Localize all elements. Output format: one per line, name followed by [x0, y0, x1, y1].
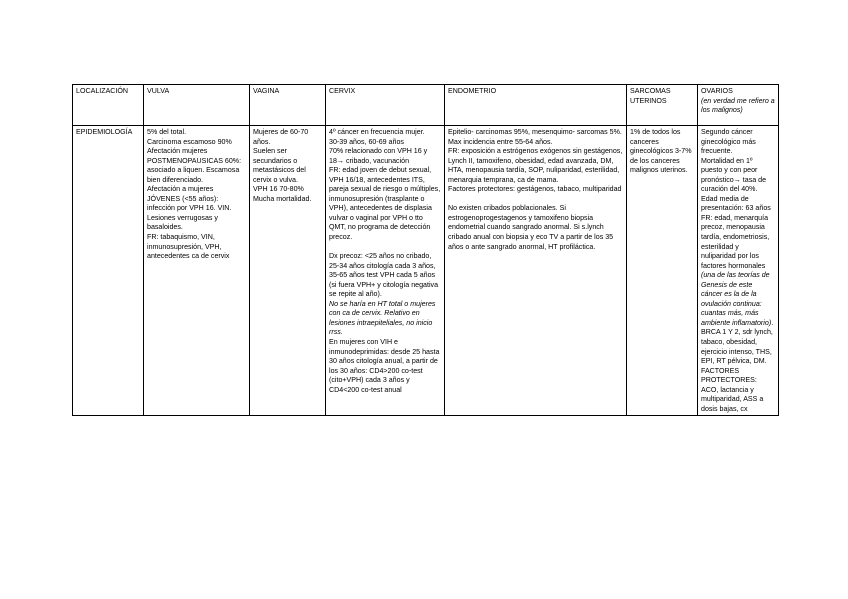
cervix-para: Dx precoz: <25 años no cribado, 25-34 años citología cada 3 años, 35-65 años test VPH cada 5 años (si fuera VPH+ y citología negativa se repite al año).	[329, 252, 439, 299]
ovarios-note: (en verdad me refiero a los malignos)	[701, 96, 775, 115]
endometrio-para: FR: exposición a estrógenos exógenos sin gestágenos, Lynch II, tamoxifeno, obesidad, edad avanzada, DM, HTA, menopausia tardía, SOP, nuliparidad, esterilidad, menarquia temprana, ca de mama.	[448, 147, 623, 184]
endometrio-para: Factores protectores: gestágenos, tabaco, multiparidad	[448, 185, 622, 194]
header-endometrio: ENDOMETRIO	[445, 85, 627, 126]
endometrio-cell	[445, 126, 627, 416]
endometrio-para: No existen cribados poblacionales. Si estrogenoprogestagenos y tamoxifeno biopsia endometrial cuando sangrado anormal. Si s.lynch cribado anual con biopsia y eco TV a partir de los 35 años o ante sangrado anormal, HT profiláctica.	[448, 204, 614, 251]
row-label: EPIDEMIOLOGÍA	[73, 126, 144, 416]
vagina-cell	[250, 126, 326, 416]
vulva-line: Afectación mujeres POSTMENOPAUSICAS 60%: asociado a liquen. Escamosa bien diferenciado.	[147, 147, 242, 184]
vulva-cell	[144, 126, 250, 416]
header-cervix: CERVIX	[326, 85, 445, 126]
endometrio-para: Max incidencia entre 55-64 años.	[448, 137, 553, 146]
ovarios-para: Edad media de presentación: 63 años	[701, 194, 771, 213]
ovarios-theory: (una de las teorías de Genesis de este cáncer es la de la ovulación continua: cuantas más, más ambiente inflamatorio)	[701, 271, 772, 327]
header-row	[73, 85, 779, 126]
epidemiologia-row	[73, 126, 779, 416]
cervix-para: FR: edad joven de debut sexual, VPH 16/18, antecedentes ITS, pareja sexual de riesgo o múltiples, inmunosupresión (trasplante o VPH), antecedentes de displasia vulvar o vaginal por VPH o tto QMT, no programa de detección precoz.	[329, 166, 441, 242]
sarcomas-cell: 1% de todos los canceres ginecológicos 3-7% de los canceres malignos uterinos.	[627, 126, 698, 416]
oncology-table	[72, 84, 779, 416]
vagina-line: VPH 16 70-80%	[253, 185, 304, 194]
header-vagina: VAGINA	[250, 85, 326, 126]
vulva-line: 5% del total.	[147, 128, 187, 136]
vulva-line: Afectación a mujeres JÓVENES (<55 años): infección por VPH 16. VIN. Lesiones verrugosas y basaloides.	[147, 185, 232, 232]
ovarios-para: Segundo cáncer ginecológico más frecuente.	[701, 128, 756, 156]
vagina-line: Suelen ser secundarios o metastásicos del cervix o vulva.	[253, 147, 306, 184]
ovarios-para	[701, 214, 775, 367]
cervix-para: 4º cáncer en frecuencia mujer.	[329, 128, 425, 136]
header-vulva: VULVA	[144, 85, 250, 126]
header-ovarios	[698, 85, 779, 126]
cervix-note: No se haría en HT total o mujeres con ca de cervix. Relativo en lesiones intraepiteliales, no inicio rrss.	[329, 299, 436, 337]
cervix-para: 70% relacionado con VPH 16 y 18→ cribado, vacunación	[329, 147, 428, 165]
vagina-line: Mucha mortalidad.	[253, 194, 312, 203]
spacer	[448, 195, 623, 205]
ovarios-cell	[698, 126, 779, 416]
cervix-para: 30-39 años, 60-69 años	[329, 137, 404, 146]
ovarios-title: OVARIOS	[701, 87, 733, 95]
ovarios-para: FACTORES PROTECTORES: ACO, lactancia y multiparidad, ASS a dosis bajas, cx	[701, 366, 764, 413]
ovarios-fr: FR: edad, menarquía precoz, menopausia tardía, endometriosis, esterilidad y nuliparidad por los factores hormonales	[701, 213, 770, 270]
vagina-line: Mujeres de 60-70 años.	[253, 128, 309, 146]
endometrio-para: Epitelio- carcinomas 95%, mesenquimo- sarcomas 5%.	[448, 128, 622, 136]
header-sarcomas: SARCOMAS UTERINOS	[627, 85, 698, 126]
spacer	[329, 243, 441, 253]
vulva-line: FR: tabaquismo, VIN, inmunosupresión, VPH, antecedentes ca de cervix	[147, 233, 230, 261]
header-localizacion: LOCALIZACIÓN	[73, 85, 144, 126]
ovarios-para: Mortalidad en 1º puesto y con peor pronóstico→ tasa de curación del 40%.	[701, 156, 767, 194]
vulva-line: Carcinoma escamoso 90%	[147, 137, 232, 146]
cervix-para: En mujeres con VIH e inmunodeprimidas: desde 25 hasta 30 años citología anual, a partir de los 30 años: CD4>200 co-test (cito+VPH) cada 3 años y CD4<200 co-test anual	[329, 337, 440, 394]
cervix-cell	[326, 126, 445, 416]
ovarios-fr-tail: . BRCA 1 Y 2, sdr lynch, tabaco, obesidad, ejercicio intenso, THS, EPI, RT pélvica, DM.	[701, 318, 774, 366]
